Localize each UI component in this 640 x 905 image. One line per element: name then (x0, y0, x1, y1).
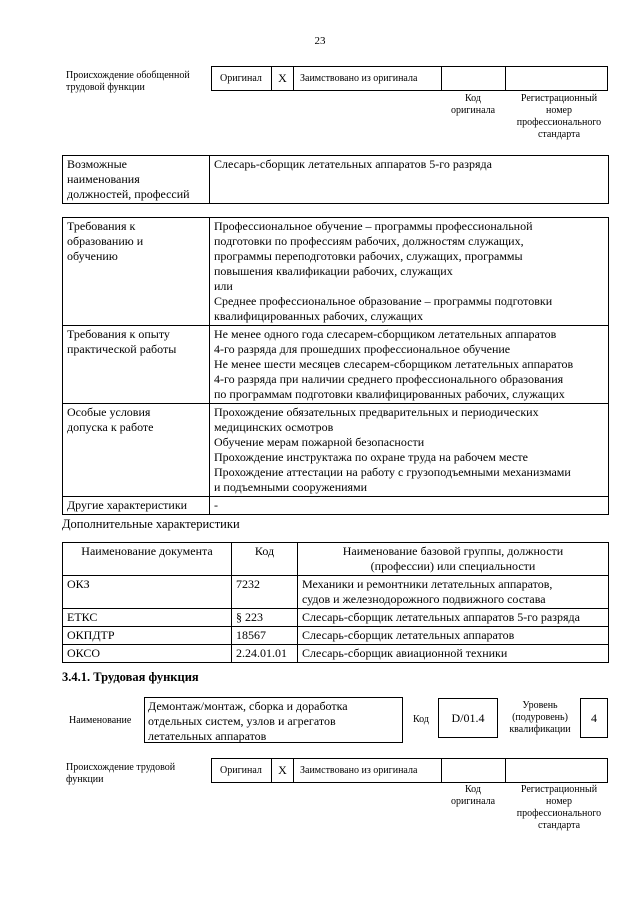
borrowed-cell: Заимствовано из оригинала (294, 67, 442, 90)
value-line: Прохождение обязательных предварительных и периодических (214, 405, 539, 419)
value-line: подготовки по профессиям рабочих, должностям служащих, (214, 234, 524, 248)
cell-doc: ОКЗ (63, 576, 232, 609)
caption-line: Код (465, 784, 481, 795)
caption-line: Регистрационный (520, 784, 598, 795)
level-label-line: Уровень (522, 700, 558, 711)
original-mark: X (272, 67, 294, 90)
cell-code: § 223 (232, 609, 298, 627)
origin-label-line: функции (66, 774, 104, 785)
value-line: - (214, 498, 218, 512)
positions-table (62, 155, 609, 204)
caption-line: Регистрационный (520, 93, 598, 104)
value-line: Среднее профессиональное образование – программы подготовки (214, 294, 553, 308)
header-name (298, 543, 609, 576)
label-line: обучению (67, 249, 118, 263)
original-code-caption (441, 784, 505, 808)
requirement-value (210, 497, 609, 515)
additional-title: Дополнительные характеристики (62, 517, 240, 531)
table-row (63, 497, 609, 515)
positions-value: Слесарь-сборщик летательных аппаратов 5-го разряда (210, 156, 609, 204)
caption-line: оригинала (450, 105, 496, 116)
label-line: должностей, профессий (67, 187, 190, 201)
header-line: (профессии) или специальности (370, 559, 536, 573)
label-line: Требования к (67, 219, 136, 233)
caption-line: стандарта (537, 129, 581, 140)
section-title-341: 3.4.1. Трудовая функция (62, 670, 199, 684)
requirement-label (63, 497, 210, 515)
table-row (63, 645, 609, 663)
label-line: Другие характеристики (67, 498, 188, 512)
level-label (505, 700, 575, 736)
qualification-level-box: 4 (580, 698, 608, 738)
cell-doc: ЕТКС (63, 609, 232, 627)
value-line: 4-го разряда при наличии среднего профессионального образования (214, 372, 564, 386)
label-line: наименования (67, 172, 140, 186)
value-line: квалифицированных рабочих, служащих (214, 309, 423, 323)
cell-doc: ОКСО (63, 645, 232, 663)
cell-line: судов и железнодорожного подвижного состава (302, 592, 546, 606)
registration-number-cell (506, 759, 607, 782)
cell-code: 2.24.01.01 (232, 645, 298, 663)
caption-line: номер (546, 796, 572, 807)
header-code: Код (232, 543, 298, 576)
origin-label (66, 70, 190, 94)
value-line: медицинских осмотров (214, 420, 334, 434)
positions-label (63, 156, 210, 204)
table-row (63, 627, 609, 645)
function-name-box (144, 697, 403, 743)
table-row (63, 609, 609, 627)
requirement-value (210, 218, 609, 326)
value-line: по программам подготовки квалифицированных рабочих, служащих (214, 387, 565, 401)
value-line: Не менее шести месяцев слесарем-сборщиком летательных аппаратов (214, 357, 574, 371)
value-line: Профессиональное обучение – программы профессиональной (214, 219, 533, 233)
cell-code: 7232 (232, 576, 298, 609)
cell-name: Слесарь-сборщик летательных аппаратов 5-го разряда (298, 609, 609, 627)
header-line: Наименование базовой группы, должности (342, 544, 564, 558)
origin-label-line: трудовой функции (66, 82, 145, 93)
origin-label-line: Происхождение трудовой (66, 762, 176, 773)
original-code-cell (442, 67, 506, 90)
label-line: Требования к опыту (67, 327, 170, 341)
requirement-label (63, 404, 210, 497)
requirement-label (63, 326, 210, 404)
label-line: Особые условия (67, 405, 151, 419)
table-row (63, 218, 609, 326)
function-code-box: D/01.4 (438, 698, 498, 738)
original-code-cell (442, 759, 506, 782)
table-header-row (63, 543, 609, 576)
label-line: допуска к работе (67, 420, 154, 434)
value-line: Не менее одного года слесарем-сборщиком летательных аппаратов (214, 327, 557, 341)
label-line: образованию и (67, 234, 144, 248)
caption-line: Код (465, 93, 481, 104)
header-doc: Наименование документа (63, 543, 232, 576)
requirement-value (210, 404, 609, 497)
label-line: Возможные (67, 157, 127, 171)
original-mark: X (272, 759, 294, 782)
registration-number-caption (507, 784, 611, 832)
requirement-value (210, 326, 609, 404)
registration-number-caption (507, 93, 611, 141)
additional-table (62, 542, 609, 663)
value-line: программы переподготовки рабочих, служащих, программы (214, 249, 523, 263)
original-code-caption (441, 93, 505, 117)
caption-line: оригинала (450, 796, 496, 807)
table-row (63, 576, 609, 609)
value-line: 4-го разряда для прошедших профессиональное обучение (214, 342, 511, 356)
cell-code: 18567 (232, 627, 298, 645)
original-cell: Оригинал (212, 67, 272, 90)
origin-box (211, 758, 608, 783)
cell-doc: ОКПДТР (63, 627, 232, 645)
name-line: летательных аппаратов (148, 729, 267, 743)
code-label: Код (413, 714, 429, 725)
requirements-table (62, 217, 609, 515)
value-line: Прохождение аттестации на работу с грузоподъемными механизмами (214, 465, 571, 479)
table-row (63, 326, 609, 404)
value-line: повышения квалификации рабочих, служащих (214, 264, 453, 278)
caption-line: номер (546, 105, 572, 116)
name-label: Наименование (69, 715, 132, 726)
caption-line: профессионального (516, 117, 602, 128)
origin-box (211, 66, 608, 91)
page-number: 23 (314, 35, 326, 47)
value-line: Прохождение инструктажа по охране труда на рабочем месте (214, 450, 528, 464)
name-line: отдельных систем, узлов и агрегатов (148, 714, 336, 728)
original-cell: Оригинал (212, 759, 272, 782)
borrowed-cell: Заимствовано из оригинала (294, 759, 442, 782)
cell-name: Слесарь-сборщик летательных аппаратов (298, 627, 609, 645)
cell-name: Слесарь-сборщик авиационной техники (298, 645, 609, 663)
cell-line: Механики и ремонтники летательных аппаратов, (302, 577, 553, 591)
caption-line: стандарта (537, 820, 581, 831)
origin-label-line: Происхождение обобщенной (66, 70, 190, 81)
value-line: или (214, 279, 233, 293)
value-line: и подъемными сооружениями (214, 480, 368, 494)
level-label-line: квалификации (509, 724, 571, 735)
level-label-line: (подуровень) (512, 712, 568, 723)
cell-name (298, 576, 609, 609)
table-row (63, 404, 609, 497)
registration-number-cell (506, 67, 607, 90)
caption-line: профессионального (516, 808, 602, 819)
origin-label (66, 762, 175, 786)
requirement-label (63, 218, 210, 326)
label-line: практической работы (67, 342, 177, 356)
name-line: Демонтаж/монтаж, сборка и доработка (148, 699, 348, 713)
value-line: Обучение мерам пожарной безопасности (214, 435, 425, 449)
